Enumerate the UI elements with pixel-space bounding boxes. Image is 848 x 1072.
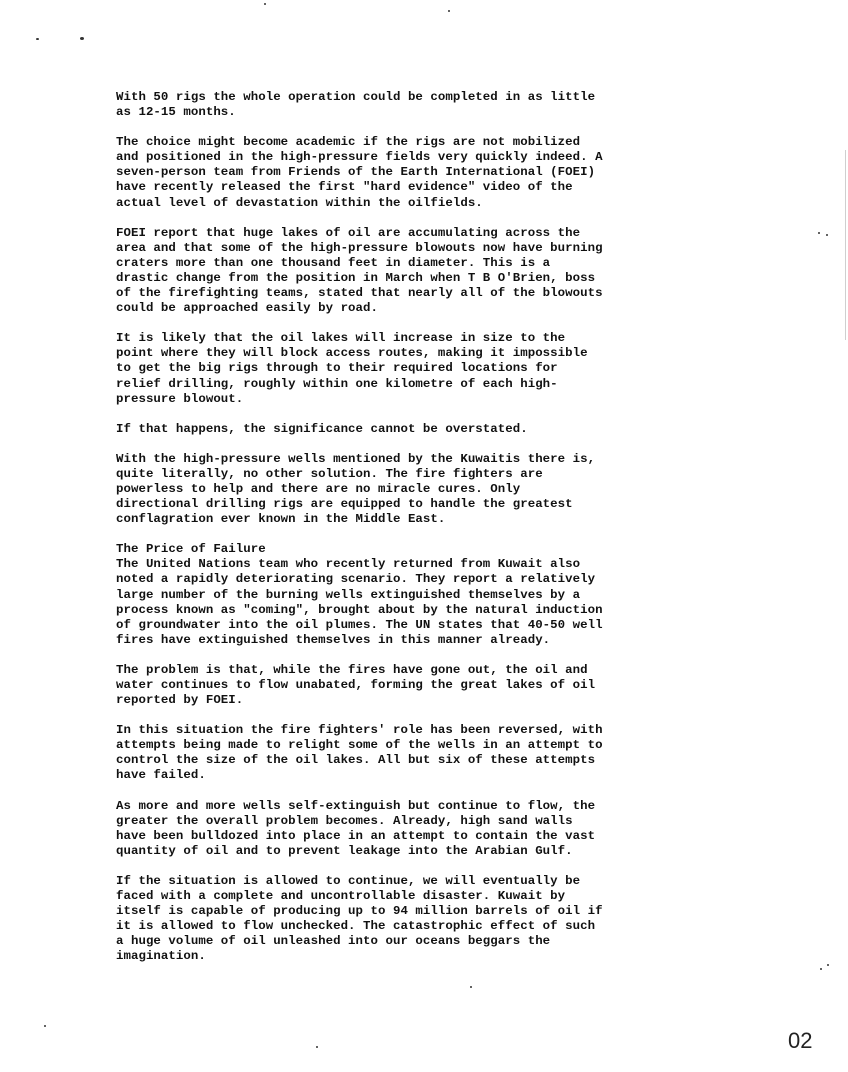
paragraph-4: It is likely that the oil lakes will increase in size to the point where they will block access routes, making it impossible to get the big rigs through to their required locations for relief drilling, roughly within one kilometre of each high- pressure blowout. xyxy=(116,331,588,406)
paragraph-8: The problem is that, while the fires have gone out, the oil and water continues to flow unabated, forming the great lakes of oil reported by FOEI. xyxy=(116,662,596,708)
paragraph-5: If that happens, the significance cannot be overstated. xyxy=(116,421,528,436)
scan-speck xyxy=(820,968,822,970)
scan-speck xyxy=(80,37,84,40)
paragraph-3: FOEI report that huge lakes of oil are accumulating across the area and that some of the high-pressure blowouts now have burning craters more than one thousand feet in diameter. This is a drastic change from the position in March when T B O'Brien, boss of the firefighting teams, stated that nearly all of the blowouts could be approached easily by road. xyxy=(116,225,603,316)
scan-speck xyxy=(264,3,266,5)
scan-speck xyxy=(827,964,829,966)
paragraph-1: With 50 rigs the whole operation could be completed in as little as 12-15 months. xyxy=(116,90,596,120)
scan-speck xyxy=(36,38,39,40)
section-heading: The Price of Failure xyxy=(116,542,266,557)
scan-speck xyxy=(826,234,828,236)
paragraph-11: If the situation is allowed to continue, we will eventually be faced with a complete and uncontrollable disaster. Kuwait by itself is capable of producing up to 94 million barrels of oil if it is allowed to flow unchecked. The catastrophic effect of such a huge volume of oil unleashed into our oceans beggars the imagination. xyxy=(116,873,603,964)
paragraph-2: The choice might become academic if the rigs are not mobilized and positioned in the high-pressure fields very quickly indeed. A seven-person team from Friends of the Earth International (FOEI) have recently released the first "hard evidence" video of the actual level of devastation within the oilfields. xyxy=(116,135,603,210)
scan-edge-line xyxy=(845,150,846,340)
scan-speck xyxy=(818,232,820,234)
paragraph-6: With the high-pressure wells mentioned by the Kuwaitis there is, quite literally, no other solution. The fire fighters are powerless to help and there are no miracle cures. Only directional drilling rigs are equipped to handle the greatest conflagration ever known in the Middle East. xyxy=(116,451,596,527)
paragraph-10: As more and more wells self-extinguish but continue to flow, the greater the overall problem becomes. Already, high sand walls have been bulldozed into place in an attempt to contain the vast quantity of oil and to prevent leakage into the Arabian Gulf. xyxy=(116,798,596,858)
paragraph-7: The United Nations team who recently returned from Kuwait also noted a rapidly deteriorating scenario. They report a relatively large number of the burning wells extinguished themselves by a process known as "coming", brought about by the natural induction of groundwater into the oil plumes. The UN states that 40-50 well fires have extinguished themselves in this manner already. xyxy=(116,557,603,647)
scan-speck xyxy=(316,1046,318,1048)
body-text xyxy=(116,90,676,980)
page-number: 02 xyxy=(788,1028,813,1053)
scan-speck xyxy=(44,1025,46,1027)
scan-speck xyxy=(448,10,450,12)
paragraph-9: In this situation the fire fighters' role has been reversed, with attempts being made to relight some of the wells in an attempt to control the size of the oil lakes. All but six of these attempts have failed. xyxy=(116,723,603,783)
scan-speck xyxy=(470,986,472,988)
